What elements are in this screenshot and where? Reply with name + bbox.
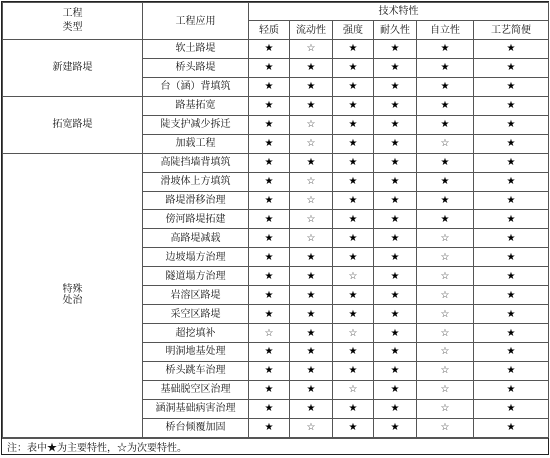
primary-star-icon: ★ [333, 248, 374, 267]
primary-star-icon: ★ [290, 96, 333, 115]
primary-star-icon: ★ [290, 267, 333, 286]
application-cell: 桥台倾覆加固 [143, 418, 249, 437]
primary-star-icon: ★ [474, 286, 549, 305]
application-cell: 明洞地基处理 [143, 343, 249, 362]
secondary-star-icon: ☆ [417, 418, 474, 437]
primary-star-icon: ★ [333, 40, 374, 59]
primary-star-icon: ★ [374, 210, 417, 229]
application-cell: 基础脱空区治理 [143, 380, 249, 399]
primary-star-icon: ★ [290, 361, 333, 380]
primary-star-icon: ★ [249, 115, 290, 134]
primary-star-icon: ★ [290, 153, 333, 172]
primary-star-icon: ★ [474, 418, 549, 437]
application-cell: 路基拓宽 [143, 96, 249, 115]
primary-star-icon: ★ [249, 96, 290, 115]
primary-star-icon: ★ [333, 305, 374, 324]
primary-star-icon: ★ [474, 191, 549, 210]
primary-star-icon: ★ [333, 343, 374, 362]
primary-star-icon: ★ [249, 210, 290, 229]
table-row [3, 96, 549, 115]
primary-star-icon: ★ [290, 343, 333, 362]
primary-star-icon: ★ [249, 305, 290, 324]
application-cell: 软土路堤 [143, 40, 249, 59]
primary-star-icon: ★ [374, 77, 417, 96]
project-type-label: 处治 [62, 295, 83, 307]
header-technical-characteristics: 技术特性 [249, 3, 549, 21]
application-cell: 台（涵）背填筑 [143, 77, 249, 96]
primary-star-icon: ★ [249, 77, 290, 96]
secondary-star-icon: ☆ [290, 115, 333, 134]
primary-star-icon: ★ [249, 229, 290, 248]
primary-star-icon: ★ [417, 210, 474, 229]
secondary-star-icon: ☆ [417, 134, 474, 153]
secondary-star-icon: ☆ [290, 418, 333, 437]
primary-star-icon: ★ [374, 96, 417, 115]
technical-characteristics-table [2, 2, 549, 438]
application-cell: 高陡挡墙背填筑 [143, 153, 249, 172]
spec-table-frame [1, 1, 549, 455]
primary-star-icon: ★ [417, 40, 474, 59]
primary-star-icon: ★ [474, 343, 549, 362]
project-type-label: 特殊 [62, 284, 83, 296]
primary-star-icon: ★ [374, 134, 417, 153]
secondary-star-icon: ☆ [290, 210, 333, 229]
primary-star-icon: ★ [474, 134, 549, 153]
primary-star-icon: ★ [374, 58, 417, 77]
header-col-durability: 耐久性 [374, 21, 417, 40]
header-col-self-standing: 自立性 [417, 21, 474, 40]
table-row [3, 153, 549, 172]
primary-star-icon: ★ [333, 115, 374, 134]
primary-star-icon: ★ [474, 380, 549, 399]
secondary-star-icon: ☆ [417, 399, 474, 418]
primary-star-icon: ★ [374, 399, 417, 418]
secondary-star-icon: ☆ [333, 267, 374, 286]
secondary-star-icon: ☆ [417, 361, 474, 380]
primary-star-icon: ★ [290, 305, 333, 324]
primary-star-icon: ★ [333, 153, 374, 172]
primary-star-icon: ★ [290, 286, 333, 305]
secondary-star-icon: ☆ [333, 324, 374, 343]
primary-star-icon: ★ [333, 172, 374, 191]
primary-star-icon: ★ [333, 210, 374, 229]
primary-star-icon: ★ [249, 58, 290, 77]
application-cell: 涵洞基础病害治理 [143, 399, 249, 418]
primary-star-icon: ★ [474, 399, 549, 418]
secondary-star-icon: ☆ [290, 172, 333, 191]
primary-star-icon: ★ [474, 77, 549, 96]
primary-star-icon: ★ [333, 229, 374, 248]
secondary-star-icon: ☆ [333, 380, 374, 399]
header-project-type-line2: 类型 [62, 22, 83, 33]
primary-star-icon: ★ [290, 58, 333, 77]
primary-star-icon: ★ [417, 77, 474, 96]
secondary-star-icon: ☆ [290, 191, 333, 210]
primary-star-icon: ★ [374, 40, 417, 59]
secondary-star-icon: ☆ [417, 248, 474, 267]
secondary-star-icon: ☆ [290, 40, 333, 59]
project-type-label: 新建路堤 [52, 62, 93, 74]
primary-star-icon: ★ [417, 115, 474, 134]
primary-star-icon: ★ [249, 153, 290, 172]
primary-star-icon: ★ [290, 399, 333, 418]
primary-star-icon: ★ [474, 40, 549, 59]
primary-star-icon: ★ [290, 77, 333, 96]
header-application: 工程应用 [143, 3, 249, 40]
primary-star-icon: ★ [474, 58, 549, 77]
application-cell: 加载工程 [143, 134, 249, 153]
secondary-star-icon: ☆ [417, 343, 474, 362]
table-row [3, 40, 549, 59]
primary-star-icon: ★ [333, 96, 374, 115]
primary-star-icon: ★ [474, 153, 549, 172]
primary-star-icon: ★ [249, 399, 290, 418]
primary-star-icon: ★ [333, 191, 374, 210]
primary-star-icon: ★ [374, 248, 417, 267]
primary-star-icon: ★ [374, 191, 417, 210]
table-body [3, 40, 549, 438]
application-cell: 岩溶区路堤 [143, 286, 249, 305]
header-col-strength: 强度 [333, 21, 374, 40]
primary-star-icon: ★ [333, 399, 374, 418]
header-row-top [3, 3, 549, 21]
secondary-star-icon: ☆ [290, 134, 333, 153]
primary-star-icon: ★ [474, 115, 549, 134]
primary-star-icon: ★ [374, 153, 417, 172]
primary-star-icon: ★ [374, 324, 417, 343]
primary-star-icon: ★ [474, 305, 549, 324]
application-cell: 边坡塌方治理 [143, 248, 249, 267]
application-cell: 超挖填补 [143, 324, 249, 343]
header-project-type [3, 3, 143, 40]
primary-star-icon: ★ [374, 172, 417, 191]
project-type-cell [3, 40, 143, 97]
application-cell: 桥头跳车治理 [143, 361, 249, 380]
primary-star-icon: ★ [249, 191, 290, 210]
primary-star-icon: ★ [474, 96, 549, 115]
project-type-cell [3, 153, 143, 437]
primary-star-icon: ★ [417, 172, 474, 191]
primary-star-icon: ★ [290, 380, 333, 399]
primary-star-icon: ★ [249, 134, 290, 153]
primary-star-icon: ★ [474, 210, 549, 229]
primary-star-icon: ★ [374, 343, 417, 362]
primary-star-icon: ★ [474, 267, 549, 286]
application-cell: 陡支护减少拆迁 [143, 115, 249, 134]
primary-star-icon: ★ [374, 286, 417, 305]
secondary-star-icon: ☆ [417, 324, 474, 343]
application-cell: 桥头路堤 [143, 58, 249, 77]
secondary-star-icon: ☆ [417, 229, 474, 248]
primary-star-icon: ★ [333, 58, 374, 77]
secondary-star-icon: ☆ [417, 380, 474, 399]
application-cell: 滑坡体上方填筑 [143, 172, 249, 191]
primary-star-icon: ★ [417, 153, 474, 172]
primary-star-icon: ★ [417, 58, 474, 77]
primary-star-icon: ★ [249, 286, 290, 305]
header-project-type-line1: 工程 [62, 8, 83, 19]
secondary-star-icon: ☆ [417, 267, 474, 286]
primary-star-icon: ★ [333, 361, 374, 380]
secondary-star-icon: ☆ [417, 305, 474, 324]
project-type-label: 拓宽路堤 [52, 119, 93, 131]
secondary-star-icon: ☆ [290, 229, 333, 248]
primary-star-icon: ★ [290, 248, 333, 267]
primary-star-icon: ★ [374, 380, 417, 399]
primary-star-icon: ★ [249, 418, 290, 437]
application-cell: 路堤滑移治理 [143, 191, 249, 210]
application-cell: 高路堤减载 [143, 229, 249, 248]
primary-star-icon: ★ [374, 267, 417, 286]
primary-star-icon: ★ [249, 172, 290, 191]
primary-star-icon: ★ [417, 96, 474, 115]
primary-star-icon: ★ [249, 380, 290, 399]
primary-star-icon: ★ [333, 134, 374, 153]
application-cell: 傍河路堤拓建 [143, 210, 249, 229]
primary-star-icon: ★ [333, 286, 374, 305]
primary-star-icon: ★ [474, 229, 549, 248]
primary-star-icon: ★ [374, 418, 417, 437]
primary-star-icon: ★ [374, 229, 417, 248]
primary-star-icon: ★ [474, 172, 549, 191]
primary-star-icon: ★ [249, 248, 290, 267]
primary-star-icon: ★ [374, 361, 417, 380]
primary-star-icon: ★ [249, 40, 290, 59]
project-type-cell [3, 96, 143, 153]
header-col-simple-process: 工艺简便 [474, 21, 549, 40]
application-cell: 采空区路堤 [143, 305, 249, 324]
primary-star-icon: ★ [374, 115, 417, 134]
header-col-fluidity: 流动性 [290, 21, 333, 40]
header-col-light-weight: 轻质 [249, 21, 290, 40]
primary-star-icon: ★ [333, 77, 374, 96]
primary-star-icon: ★ [474, 324, 549, 343]
primary-star-icon: ★ [474, 248, 549, 267]
primary-star-icon: ★ [374, 305, 417, 324]
primary-star-icon: ★ [249, 267, 290, 286]
secondary-star-icon: ☆ [249, 324, 290, 343]
primary-star-icon: ★ [333, 418, 374, 437]
primary-star-icon: ★ [474, 361, 549, 380]
primary-star-icon: ★ [249, 343, 290, 362]
primary-star-icon: ★ [417, 191, 474, 210]
primary-star-icon: ★ [290, 324, 333, 343]
application-cell: 隧道塌方治理 [143, 267, 249, 286]
primary-star-icon: ★ [249, 361, 290, 380]
secondary-star-icon: ☆ [417, 286, 474, 305]
table-note: 注：表中★为主要特性，☆为次要特性。 [2, 438, 548, 458]
